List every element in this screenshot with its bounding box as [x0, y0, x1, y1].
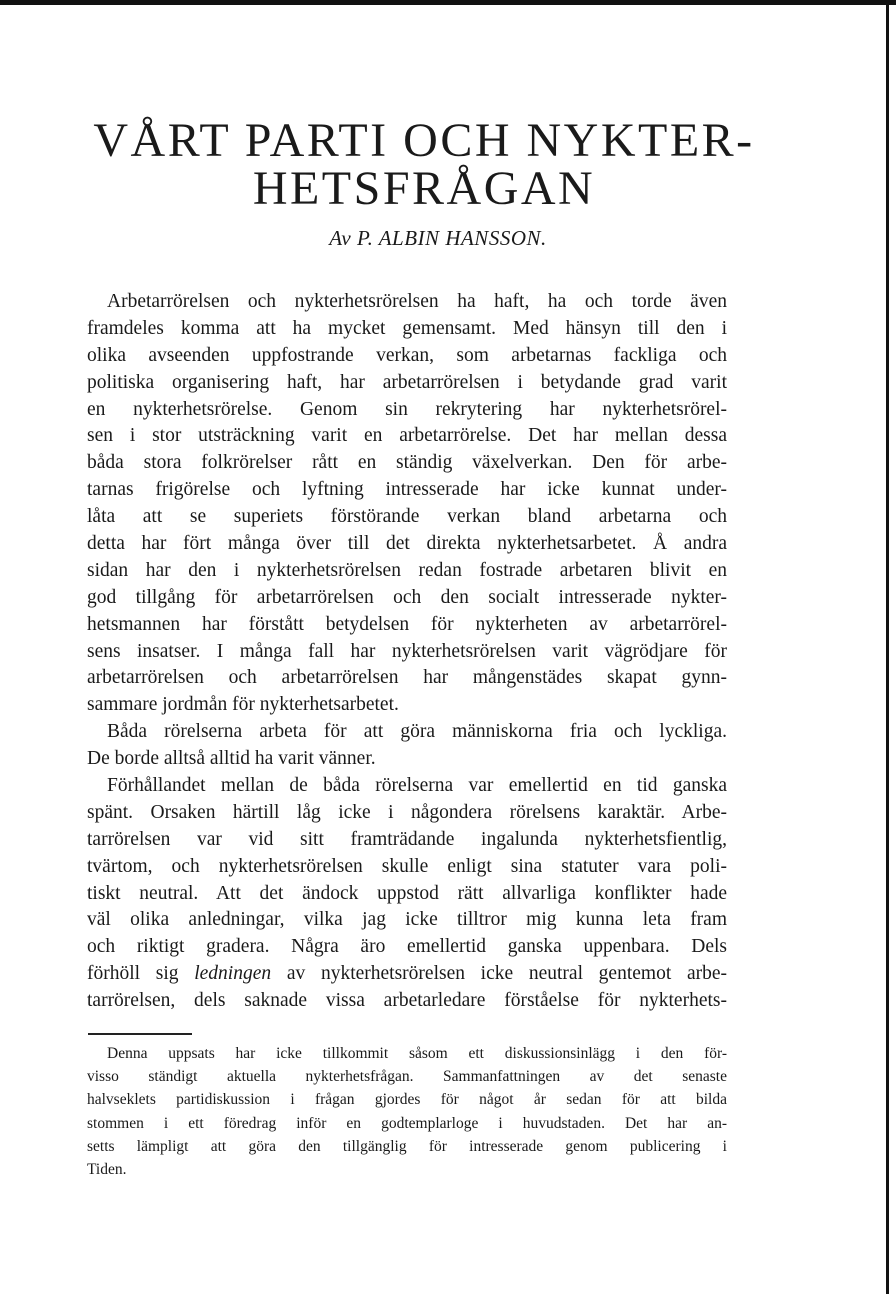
footnote-line: halvseklets partidiskussion i frågan gjordes för något år sedan för att bilda	[87, 1091, 727, 1109]
article-author: Av P. ALBIN HANSSON.	[329, 226, 547, 250]
article-title-line-1: VÅRT PARTI OCH NYKTER-	[93, 114, 755, 167]
text-line: sidan har den i nykterhetsrörelsen redan fostrade arbetaren blivit en	[87, 559, 727, 581]
text-segment: förhöll sig	[87, 963, 179, 985]
text-line: olika avseenden uppfostrande verkan, som arbetarnas fackliga och	[87, 344, 727, 366]
paragraph-3	[87, 773, 727, 1015]
text-line: Förhållandet mellan de båda rörelserna var emellertid en tid ganska	[107, 775, 727, 797]
text-line: tarrörelsen var vid sitt framträdande ingalunda nykterhetsfientlig,	[87, 828, 727, 850]
text-line: arbetarrörelsen och arbetarrörelsen har mångenstädes skapat gynn-	[87, 667, 727, 689]
text-line: sen i stor utsträckning varit en arbetarrörelse. Det har mellan dessa	[87, 425, 727, 447]
footnote-line: setts lämpligt att göra den tillgänglig för intresserade genom publicering i	[87, 1137, 727, 1155]
text-line: politiska organisering haft, har arbetarrörelsen i betydande grad varit	[87, 371, 727, 393]
text-line: god tillgång för arbetarrörelsen och den socialt intresserade nykter-	[87, 586, 727, 608]
text-line: hetsmannen har förstått betydelsen för nykterheten av arbetarrörel-	[87, 613, 727, 635]
text-line: båda stora folkrörelser rått en ständig växelverkan. Den för arbe-	[87, 452, 727, 474]
text-line: De borde alltså alltid ha varit vänner.	[87, 748, 376, 770]
text-line: framdeles komma att ha mycket gemensamt. Med hänsyn till den i	[87, 317, 727, 339]
article-body	[87, 289, 727, 1015]
text-line: tarnas frigörelse och lyftning intresserade har icke kunnat under-	[87, 479, 727, 501]
text-line: väl olika anledningar, vilka jag icke tilltror mig kunna leta fram	[87, 909, 727, 931]
text-line: och riktigt gradera. Några äro emellertid ganska uppenbara. Dels	[87, 936, 727, 958]
text-line: en nykterhetsrörelse. Genom sin rekrytering har nykterhetsrörel-	[87, 398, 727, 420]
text-line: tiskt neutral. Att det ändock uppstod rätt allvarliga konflikter hade	[87, 882, 727, 904]
text-line: sammare jordmån för nykterhetsarbetet.	[87, 694, 399, 716]
footnote-line: stommen i ett föredrag inför en godtemplarloge i huvudstaden. Det har an-	[87, 1114, 727, 1132]
text-line: Båda rörelserna arbeta för att göra människorna fria och lyckliga.	[107, 721, 727, 743]
text-line: tvärtom, och nykterhetsrörelsen skulle enligt sina statuter vara poli-	[87, 855, 727, 877]
text-line: tarrörelsen, dels saknade vissa arbetarledare förståelse för nykterhets-	[87, 990, 727, 1012]
article-title-line-2: HETSFRÅGAN	[252, 162, 596, 215]
text-line: låta att se superiets förstörande verkan bland arbetarna och	[87, 506, 727, 528]
emphasized-word: ledningen	[194, 963, 272, 985]
page-top-border	[0, 0, 896, 5]
footnote-divider	[88, 1033, 192, 1035]
text-line: Arbetarrörelsen och nykterhetsrörelsen ha haft, ha och torde även	[107, 291, 727, 312]
footnote-line: Tiden.	[87, 1160, 127, 1178]
page-right-border	[886, 0, 889, 1294]
footnote	[87, 1042, 727, 1181]
text-segment: av nykterhetsrörelsen icke neutral gentemot arbe-	[286, 963, 727, 985]
text-line: spänt. Orsaken härtill låg icke i någondera rörelsens karaktär. Arbe-	[87, 801, 727, 823]
paragraph-2	[87, 719, 727, 773]
text-line: sens insatser. I många fall har nykterhetsrörelsen varit vägrödjare för	[87, 640, 727, 662]
text-line: detta har fört många över till det direkta nykterhetsarbetet. Å andra	[87, 533, 727, 555]
footnote-line: Denna uppsats har icke tillkommit såsom ett diskussionsinlägg i den för-	[107, 1045, 727, 1062]
text-line-with-emphasis	[87, 961, 727, 988]
footnote-line: visso ständigt aktuella nykterhetsfrågan. Sammanfattningen av det senaste	[87, 1068, 727, 1086]
paragraph-1	[87, 289, 727, 719]
